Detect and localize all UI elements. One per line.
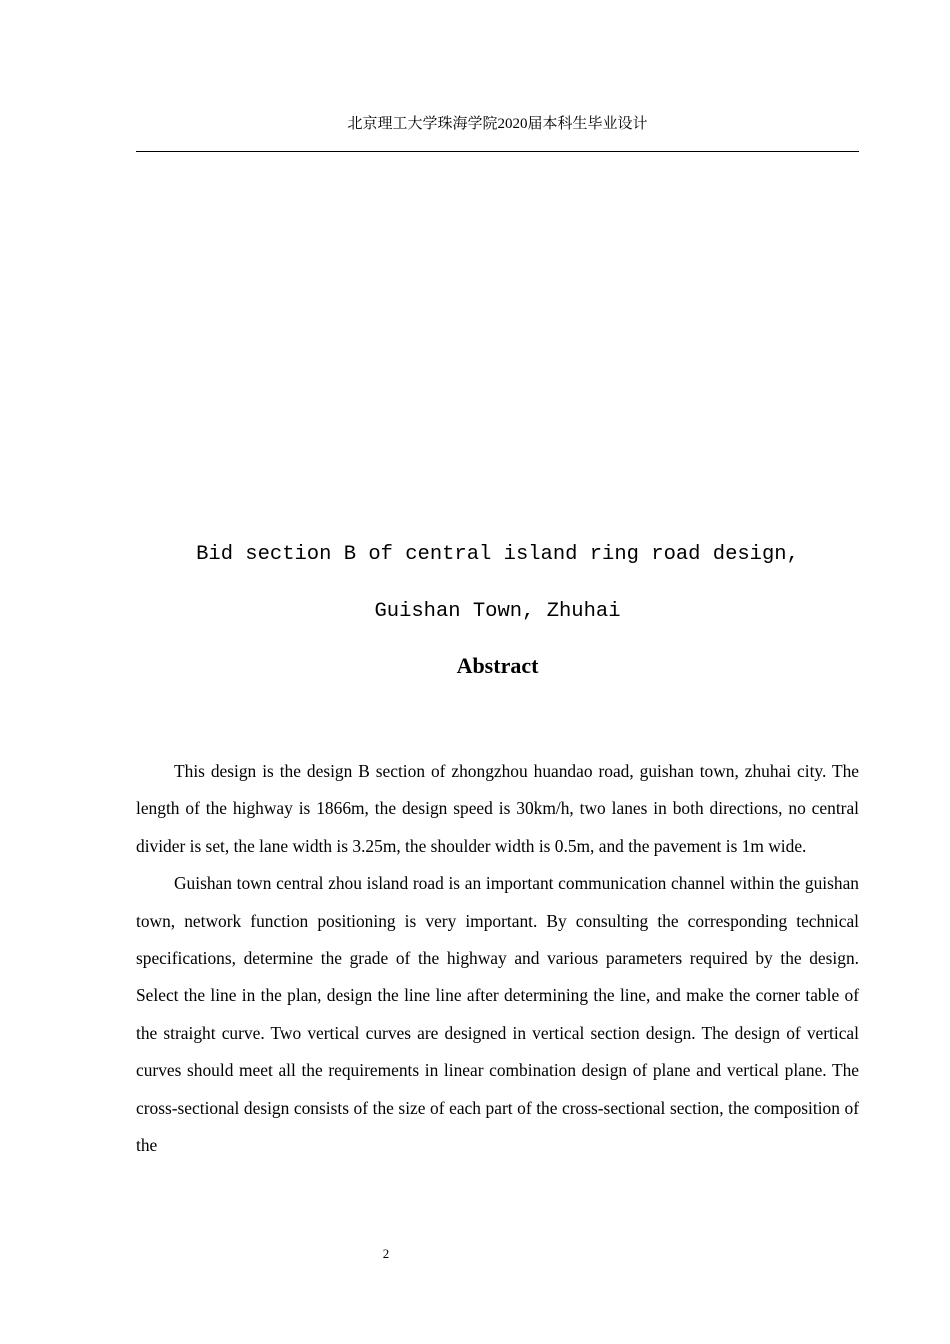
abstract-paragraph-2: Guishan town central zhou island road is an important communication channel within the guishan town, network function positioning is very important. By consulting the corresponding technical specifications, determine the grade of the highway and various parameters required by the design. Select the line in the plan, design the line line after determining the line, and make the corner table of the straight curve. Two vertical curves are designed in vertical section design. The design of vertical curves should meet all the requirements in linear combination design of plane and vertical plane. The cross-sectional design consists of the size of each part of the cross-sectional section, the composition of the [136, 873, 859, 1156]
abstract-body [136, 753, 859, 1164]
page-number: 2 [382, 1246, 390, 1261]
page-header: 北京理工大学珠海学院2020届本科生毕业设计 [347, 116, 648, 132]
abstract-paragraph-1: This design is the design B section of zhongzhou huandao road, guishan town, zhuhai city. The length of the highway is 1866m, the design speed is 30km/h, two lanes in both directions, no central divider is set, the lane width is 3.25m, the shoulder width is 0.5m, and the pavement is 1m wide. [136, 761, 859, 856]
abstract-heading: Abstract [456, 653, 539, 678]
thesis-title-line-2: Guishan Town, Zhuhai [374, 600, 621, 623]
thesis-title-line-1: Bid section B of central island ring road design, [196, 543, 799, 566]
header-rule [136, 151, 859, 152]
